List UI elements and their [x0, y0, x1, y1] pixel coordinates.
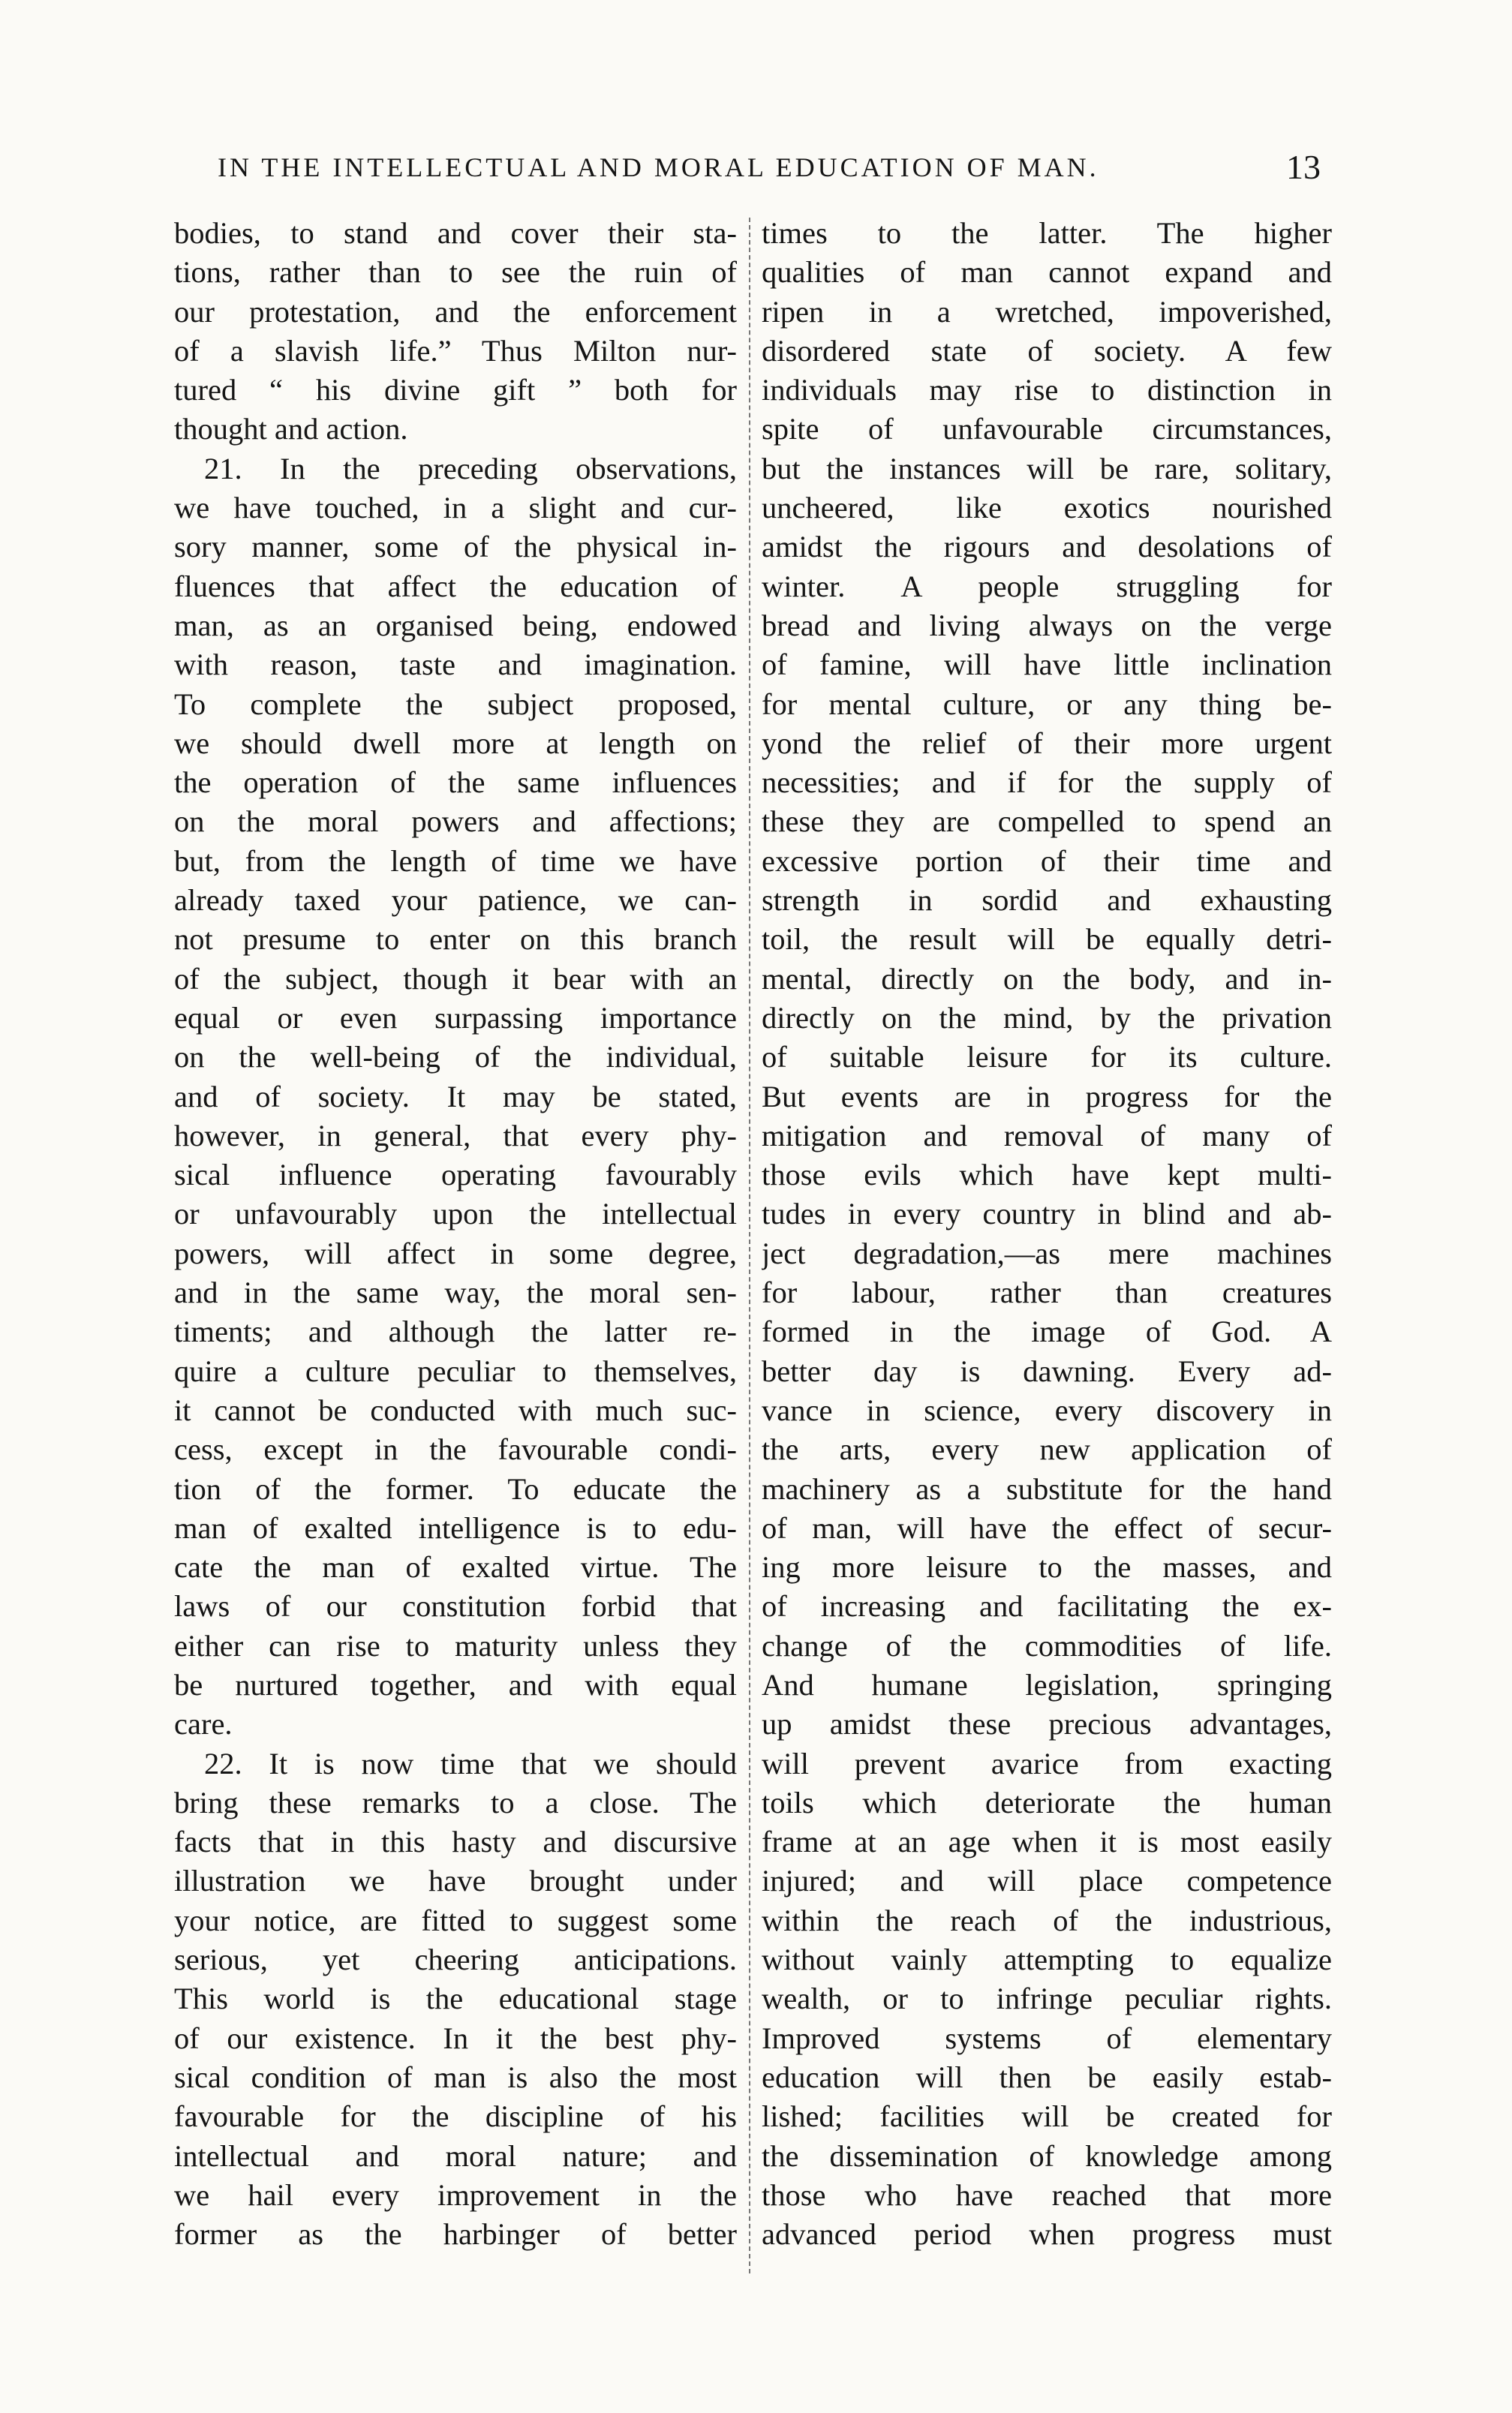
column-divider	[749, 218, 750, 2273]
text-line: those who have reached that more	[762, 2177, 1332, 2212]
text-line: but the instances will be rare, solitary,	[762, 451, 1332, 485]
text-line: timents; and although the latter re-	[174, 1315, 737, 1349]
text-line: either can rise to maturity unless they	[174, 1628, 737, 1663]
text-line: of suitable leisure for its culture.	[762, 1040, 1332, 1074]
text-line: education will then be easily estab-	[762, 2060, 1332, 2094]
text-line: tured “ his divine gift ” both for	[174, 373, 737, 407]
text-line: the dissemination of knowledge among	[762, 2138, 1332, 2173]
text-line: sical condition of man is also the most	[174, 2060, 737, 2094]
text-line: with reason, taste and imagination.	[174, 648, 737, 682]
text-line: This world is the educational stage	[174, 1982, 737, 2016]
text-line: bodies, to stand and cover their sta-	[174, 216, 737, 250]
text-line: serious, yet cheering anticipations.	[174, 1943, 737, 1977]
text-line: tion of the former. To educate the	[174, 1471, 737, 1506]
text-line: mental, directly on the body, and in-	[762, 961, 1332, 996]
text-line: we have touched, in a slight and cur-	[174, 491, 737, 525]
text-line: without vainly attempting to equalize	[762, 1943, 1332, 1977]
text-line: bread and living always on the verge	[762, 608, 1332, 642]
text-line: fluences that affect the education of	[174, 569, 737, 603]
text-line: within the reach of the industrious,	[762, 1903, 1332, 1937]
text-line: advanced period when progress must	[762, 2217, 1332, 2252]
text-line: already taxed your patience, we can-	[174, 883, 737, 918]
left-text-column	[174, 214, 737, 2254]
text-line: vance in science, every discovery in	[762, 1393, 1332, 1427]
text-line: amidst the rigours and desolations of	[762, 530, 1332, 564]
text-line: of famine, will have little inclination	[762, 648, 1332, 682]
text-line: and of society. It may be stated,	[174, 1079, 737, 1113]
text-line: or unfavourably upon the intellectual	[174, 1197, 737, 1231]
text-line: change of the commodities of life.	[762, 1628, 1332, 1663]
text-line: intellectual and moral nature; and	[174, 2138, 737, 2173]
text-line: be nurtured together, and with equal	[174, 1667, 737, 1702]
text-line: we should dwell more at length on	[174, 726, 737, 760]
text-line: bring these remarks to a close. The	[174, 1785, 737, 1820]
text-line: the operation of the same influences	[174, 765, 737, 800]
text-line: however, in general, that every phy-	[174, 1118, 737, 1152]
text-line: we hail every improvement in the	[174, 2177, 737, 2212]
text-line: not presume to enter on this branch	[174, 922, 737, 957]
text-line: these they are compelled to spend an	[762, 804, 1332, 839]
running-head	[218, 144, 1321, 191]
right-text-column	[762, 214, 1332, 2254]
text-line: excessive portion of their time and	[762, 843, 1332, 878]
text-line: wealth, or to infringe peculiar rights.	[762, 1982, 1332, 2016]
text-line: necessities; and if for the supply of	[762, 765, 1332, 800]
text-line: illustration we have brought under	[174, 1864, 737, 1898]
text-line: sical influence operating favourably	[174, 1158, 737, 1192]
page-number: 13	[1286, 148, 1321, 186]
text-line: on the moral powers and affections;	[174, 804, 737, 839]
text-line: winter. A people struggling for	[762, 569, 1332, 603]
text-line: will prevent avarice from exacting	[762, 1746, 1332, 1780]
text-line: cess, except in the favourable condi-	[174, 1432, 737, 1467]
text-line: thought and action.	[174, 412, 408, 446]
text-line: quire a culture peculiar to themselves,	[174, 1354, 737, 1388]
text-line: it cannot be conducted with much suc-	[174, 1393, 737, 1427]
text-line: ing more leisure to the masses, and	[762, 1550, 1332, 1585]
text-line: strength in sordid and exhausting	[762, 883, 1332, 918]
text-line: those evils which have kept multi-	[762, 1158, 1332, 1192]
text-line: ject degradation,—as mere machines	[762, 1236, 1332, 1270]
text-line: mitigation and removal of many of	[762, 1118, 1332, 1152]
text-line: times to the latter. The higher	[762, 216, 1332, 250]
text-line: of man, will have the effect of secur-	[762, 1510, 1332, 1545]
text-line: laws of our constitution forbid that	[174, 1589, 737, 1624]
text-line: machinery as a substitute for the hand	[762, 1471, 1332, 1506]
text-line: powers, will affect in some degree,	[174, 1236, 737, 1270]
text-line: To complete the subject proposed,	[174, 687, 737, 721]
text-line: lished; facilities will be created for	[762, 2099, 1332, 2134]
text-line: tions, rather than to see the ruin of	[174, 255, 737, 290]
text-line: of increasing and facilitating the ex-	[762, 1589, 1332, 1624]
text-line: and in the same way, the moral sen-	[174, 1276, 737, 1310]
text-line: cate the man of exalted virtue. The	[174, 1550, 737, 1585]
text-line: man, as an organised being, endowed	[174, 608, 737, 642]
text-line: frame at an age when it is most easily	[762, 1825, 1332, 1859]
text-line: spite of unfavourable circumstances,	[762, 412, 1332, 446]
text-line: uncheered, like exotics nourished	[762, 491, 1332, 525]
text-line: equal or even surpassing importance	[174, 1000, 737, 1035]
text-line: 21. In the preceding observations,	[204, 451, 737, 485]
text-line: of a slavish life.” Thus Milton nur-	[174, 333, 737, 368]
text-line: toil, the result will be equally detri-	[762, 922, 1332, 957]
text-line: of our existence. In it the best phy-	[174, 2021, 737, 2055]
text-line: man of exalted intelligence is to edu-	[174, 1510, 737, 1545]
text-line: individuals may rise to distinction in	[762, 373, 1332, 407]
text-line: the arts, every new application of	[762, 1432, 1332, 1467]
text-line: qualities of man cannot expand and	[762, 255, 1332, 290]
text-line: And humane legislation, springing	[762, 1667, 1332, 1702]
text-line: disordered state of society. A few	[762, 333, 1332, 368]
text-line: your notice, are fitted to suggest some	[174, 1903, 737, 1937]
text-line: better day is dawning. Every ad-	[762, 1354, 1332, 1388]
text-line: But events are in progress for the	[762, 1079, 1332, 1113]
text-line: up amidst these precious advantages,	[762, 1707, 1332, 1741]
text-line: directly on the mind, by the privation	[762, 1000, 1332, 1035]
text-line: for mental culture, or any thing be-	[762, 687, 1332, 721]
text-line: 22. It is now time that we should	[204, 1746, 737, 1780]
text-line: care.	[174, 1707, 233, 1741]
text-line: Improved systems of elementary	[762, 2021, 1332, 2055]
text-line: injured; and will place competence	[762, 1864, 1332, 1898]
text-line: on the well-being of the individual,	[174, 1040, 737, 1074]
text-line: facts that in this hasty and discursive	[174, 1825, 737, 1859]
text-line: ripen in a wretched, impoverished,	[762, 294, 1332, 329]
text-line: tudes in every country in blind and ab-	[762, 1197, 1332, 1231]
text-line: our protestation, and the enforcement	[174, 294, 737, 329]
text-line: formed in the image of God. A	[762, 1315, 1332, 1349]
text-line: sory manner, some of the physical in-	[174, 530, 737, 564]
text-line: of the subject, though it bear with an	[174, 961, 737, 996]
text-line: favourable for the discipline of his	[174, 2099, 737, 2134]
text-line: former as the harbinger of better	[174, 2217, 737, 2252]
running-head-title: IN THE INTELLECTUAL AND MORAL EDUCATION OF MAN.	[218, 152, 1099, 182]
text-line: toils which deteriorate the human	[762, 1785, 1332, 1820]
text-line: for labour, rather than creatures	[762, 1276, 1332, 1310]
text-line: but, from the length of time we have	[174, 843, 737, 878]
text-line: yond the relief of their more urgent	[762, 726, 1332, 760]
